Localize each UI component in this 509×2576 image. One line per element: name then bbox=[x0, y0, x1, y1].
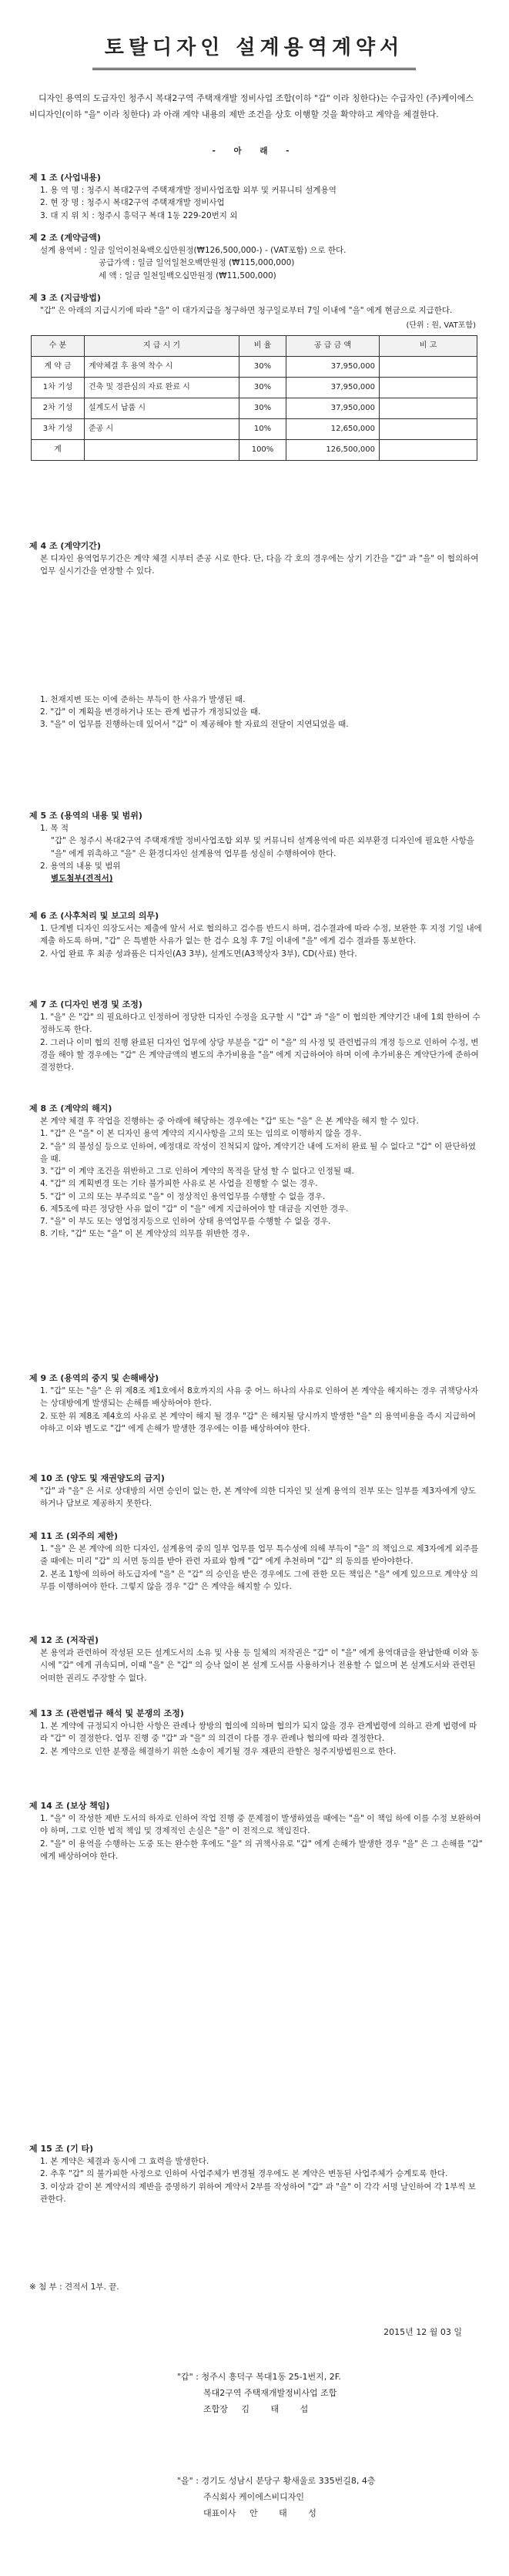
table-cell: 30% bbox=[239, 356, 286, 377]
article-6-line: 2. 사업 완료 후 최종 성과품은 디자인(A3 3부), 설계도면(A3책상자 3부), CD(사료) 한다. bbox=[40, 949, 357, 959]
article-1-heading: 제 1 조 (사업내용) bbox=[29, 173, 101, 183]
article-14-line: 2. "을" 이 용역을 수행하는 도중 또는 완수한 후에도 "을" 의 귀책사유로 "갑" 에게 손해가 발생한 경우 "을" 은 그 손해를 "갑" 에게 배상하여야 한다. bbox=[40, 1839, 483, 1861]
table-header: 공 급 금 액 bbox=[286, 335, 380, 356]
article-4-item: 1. 천재지변 또는 이에 준하는 부득이 한 사유가 발생된 때. bbox=[40, 694, 246, 704]
article-8 bbox=[29, 1102, 484, 1241]
party-b-address: 경기도 성남시 분당구 황새울로 335번길8, 4층 bbox=[201, 2476, 376, 2486]
table-cell: 37,950,000 bbox=[286, 356, 380, 377]
article-14-line: 1. "을" 이 작성한 제반 도서의 하자로 인하여 작업 진행 중 문제점이 발생하였을 때에는 "을" 이 책임 하에 이를 수정 보완하여야 하며, 그로 인한 법적 책임 및 경제적인 손실은 "을" 이 전적으로 책임진다. bbox=[40, 1814, 481, 1836]
table-cell: 계 bbox=[32, 439, 85, 460]
table-row bbox=[32, 398, 477, 418]
article-10 bbox=[29, 1472, 484, 1510]
article-9-heading: 제 9 조 (용역의 중지 및 손해배상) bbox=[29, 1373, 159, 1383]
article-5-line: "갑" 은 청주시 복대2구역 주택재개발 정비사업조합 외부 및 커뮤니티 설계용역에 따른 외부환경 디자인에 필요한 사항을 "을" 에게 위촉하고 "을" 은 환경디자인 설계용역 업무를 성실히 수행하여야 한다. bbox=[51, 836, 474, 858]
party-a-role: "갑" bbox=[177, 2372, 193, 2382]
party-a-block: "갑" : 청주시 흥덕구 복대1동 25-1번지, 2F. 복대2구역 주택재개발정비사업 조합 조합장 김 태 섭 bbox=[177, 2369, 501, 2418]
table-cell: 건축 및 경관심의 자료 완료 시 bbox=[85, 377, 239, 398]
table-header: 비 율 bbox=[239, 335, 286, 356]
section-divider-label: - 아 래 - bbox=[212, 146, 297, 156]
article-8-item: 3. "갑" 이 계약 조건을 위반하고 그로 인하여 계약의 목적을 달성 할 수 없다고 인정될 때. bbox=[40, 1167, 354, 1177]
article-4-text: 본 디자인 용역업무기간은 계약 체결 시부터 준공 시로 한다. 단, 다음 각 호의 경우에는 상기 기간을 "갑" 과 "을" 이 협의하여 업무 실시기간을 연장할 수 있다. bbox=[40, 554, 479, 576]
article-9-line: 2. 또한 위 제8조 제4호의 사유로 본 계약이 해지 될 경우 "갑" 은 해지될 당시까지 발생한 "을" 의 용역비용을 즉시 지급하여야하고 이와 별도로 "갑" 에게 손해가 발생한 경우에는 이를 배상하여야 한다. bbox=[40, 1411, 476, 1433]
contract-date: 2015년 12 월 03 일 bbox=[383, 2327, 462, 2337]
table-cell: 2차 기성 bbox=[32, 398, 85, 418]
table-header: 지 급 시 기 bbox=[85, 335, 239, 356]
article-4-item: 3. "을" 이 업무를 진행하는데 있어서 "갑" 이 제공해야 할 자료의 전달이 지연되었을 때. bbox=[40, 720, 349, 730]
article-13-line: 1. 본 계약에 규정되지 아니한 사항은 관례나 쌍방의 협의에 의하며 협의가 되지 않을 경우 관계법령에 의하고 관계 법령에 따라 "갑" 이 결정한다. 업무 진행 중 "갑" 과 "을" 의 의견이 다를 경우 관례나 협의에 따라 결정한다. bbox=[40, 1721, 477, 1744]
table-cell bbox=[380, 418, 477, 439]
table-cell: 3차 기성 bbox=[32, 418, 85, 439]
article-3-text: "갑" 은 아래의 지급시기에 따라 "을" 이 대가지급을 청구하면 청구일로부터 7일 이내에 "을" 에게 현금으로 지급한다. bbox=[40, 306, 453, 316]
article-15-line: 1. 본 계약은 체결과 동시에 그 효력을 발생한다. bbox=[40, 2157, 209, 2167]
table-header: 수 분 bbox=[32, 335, 85, 356]
table-cell: 설계도서 납품 시 bbox=[85, 398, 239, 418]
party-b-block: "을" : 경기도 성남시 분당구 황새울로 335번길8, 4층 주식회사 케이에스비디자인 대표이사 안 태 성 bbox=[177, 2474, 501, 2522]
article-2-line: 세 액 : 일금 일천일백오십만원정 (₩11,500,000) bbox=[99, 270, 276, 280]
article-1-line: 1. 용 역 명 : 청주시 복대2구역 주택재개발 정비사업조합 외부 및 커뮤니티 설계용역 bbox=[40, 186, 337, 196]
article-6-line: 1. 단계별 디자인 의장도서는 제출에 앞서 서로 협의하고 검수를 반드시 하며, 검수결과에 따라 수정, 보완한 후 지정 기일 내에 제출 하도록 하며, "갑" 은 특별한 사유가 없는 한 검수 요청 후 7일 이내에 "을" 에게 검수 결과를 통보한다. bbox=[40, 924, 482, 946]
party-b-rep-title: 대표이사 bbox=[203, 2507, 236, 2518]
contract-intro: 디자인 용역의 도급자인 청주시 복대2구역 주택재개발 정비사업 조합(이하 "갑" 이라 칭한다)는 수급자인 (주)케이에스비디자인(이하 "을" 이라 칭한다) 과 아래 계약 내용의 제반 조건을 상호 이행할 것을 확약하고 계약을 체결한다. bbox=[29, 93, 474, 119]
article-1-line: 2. 현 장 명 : 청주시 복대2구역 주택재개발 정비사업 bbox=[40, 198, 225, 208]
article-12-heading: 제 12 조 (저작권) bbox=[29, 1635, 99, 1645]
article-8-heading: 제 8 조 (계약의 해지) bbox=[29, 1103, 112, 1113]
article-5 bbox=[29, 809, 484, 885]
article-1-line: 3. 대 지 위 치 : 청주시 흥덕구 복대 1동 229-20번지 외 bbox=[40, 210, 238, 220]
article-8-text: 본 계약 체결 후 작업을 진행하는 중 아래에 해당하는 경우에는 "갑" 또는 "을" 은 본 계약을 해지 할 수 있다. bbox=[40, 1117, 419, 1127]
article-13 bbox=[29, 1707, 484, 1758]
payment-table bbox=[31, 335, 477, 461]
article-14-heading: 제 14 조 (보상 책임) bbox=[29, 1801, 110, 1811]
article-15-line: 2. 추후 "갑" 의 불가피한 사정으로 인하여 사업주체가 변경될 경우에도 본 계약은 변동된 사업주체가 승계토록 한다. bbox=[40, 2169, 448, 2179]
article-6-heading: 제 6 조 (사후처리 및 보고의 의무) bbox=[29, 911, 159, 921]
article-3-heading: 제 3 조 (지급방법) bbox=[29, 293, 101, 303]
article-8-item: 8. 기타, "갑" 또는 "을" 이 본 계약상의 의무를 위반한 경우. bbox=[40, 1229, 250, 1239]
article-2-line: 설계 용역비 : 일금 일억이천육백오십만원정(₩126,500,000-) - (VAT포함) 으로 한다. bbox=[40, 246, 347, 256]
article-8-item: 5. "갑" 이 고의 또는 부주의로 "을" 이 정상적인 용역업무를 수행할 수 없을 경우. bbox=[40, 1191, 326, 1201]
party-b-org: 주식회사 케이에스비디자인 bbox=[203, 2491, 305, 2502]
article-8-item: 4. "갑" 의 계획변경 또는 기타 불가피한 사유로 본 사업을 진행할 수 없는 경우. bbox=[40, 1179, 318, 1189]
article-6 bbox=[29, 909, 484, 960]
table-cell: 준공 시 bbox=[85, 418, 239, 439]
party-b-name: 안 태 성 bbox=[249, 2507, 326, 2518]
article-11-line: 1. "을" 은 본 계약에 의한 디자인, 설계용역 중의 일부 업무를 업무 특수성에 의해 부득이 "을" 의 책임으로 제3자에게 외주를 줄 때에는 미리 "갑" 의 서면 동의를 받아 관련 자료와 함께 "갑" 에게 추천하며 "갑" 의 동의를 받아야한다. bbox=[40, 1544, 479, 1567]
article-7 bbox=[29, 998, 484, 1073]
article-4-heading: 제 4 조 (계약기간) bbox=[29, 541, 101, 551]
article-1 bbox=[29, 171, 484, 222]
table-cell bbox=[380, 439, 477, 460]
article-11-line: 2. 본조 1항에 의하여 하도급자에 "을" 은 "갑" 의 승인을 받은 경우에도 그에 관한 모든 책임은 "을" 에게 있으므로 계약상 의무를 이행하여야 한다. 그렇지 않을 경우 "갑" 은 계약을 해지할 수 있다. bbox=[40, 1569, 478, 1591]
article-2-heading: 제 2 조 (계약금액) bbox=[29, 233, 101, 243]
article-8-item: 1. "갑" 은 "을" 이 본 디자인 용역 계약의 지시사항을 고의 또는 임의로 이행하지 않을 경우. bbox=[40, 1129, 362, 1139]
article-14 bbox=[29, 1799, 484, 1862]
party-a-org: 복대2구역 주택재개발정비사업 조합 bbox=[203, 2387, 337, 2398]
article-12 bbox=[29, 1634, 484, 1684]
table-total-row bbox=[32, 439, 477, 460]
article-11 bbox=[29, 1530, 484, 1593]
article-7-line: 2. 그러나 이미 협의 진행 완료된 디자인 업무에 상당 부분을 "갑" 이 "을" 의 사정 및 관련법규의 개정 등으로 인하여 수정, 변경을 해야 할 경우에는 "갑" 은 계약금액의 별도의 추가비용을 "을" 에게 지급하여야 하며 이에 추가비용은 계약단가에 준하여 결정한다. bbox=[40, 1037, 479, 1073]
article-2-line: 공급가액 : 일금 일억일천오백만원정 (₩115,000,000) bbox=[99, 258, 295, 268]
contract-title: 토탈디자인 설계용역계약서 bbox=[92, 32, 416, 70]
table-row bbox=[32, 418, 477, 439]
article-15-heading: 제 15 조 (기 타) bbox=[29, 2144, 94, 2154]
article-9 bbox=[29, 1372, 484, 1435]
article-15 bbox=[29, 2142, 484, 2205]
article-10-text: "갑" 과 "을" 은 서로 상대방의 서면 승인이 없는 한, 본 계약에 의한 디자인 및 설계 용역의 전부 또는 일부를 제3자에게 양도하거나 담보로 제공하지 못한다. bbox=[40, 1486, 477, 1509]
article-8-item: 6. 제5조에 따른 정당한 사유 없이 "갑" 이 "을" 에게 지급하여야 할 대금을 지연한 경우. bbox=[40, 1204, 349, 1214]
table-cell: 37,950,000 bbox=[286, 377, 380, 398]
table-header-row bbox=[32, 335, 477, 356]
party-a-address: 청주시 흥덕구 복대1동 25-1번지, 2F. bbox=[201, 2372, 341, 2382]
table-header: 비 고 bbox=[380, 335, 477, 356]
table-cell: 계약체결 후 용역 착수 시 bbox=[85, 356, 239, 377]
article-8-item: 2. "을" 의 불성실 등으로 인하여, 예정대로 작성이 진척되지 않아, 계약기간 내에 도저히 완료 될 수 없다고 "갑" 이 판단하였을 때. bbox=[40, 1141, 477, 1164]
article-13-heading: 제 13 조 (관련법규 해석 및 분쟁의 조정) bbox=[29, 1708, 184, 1718]
article-4 bbox=[29, 539, 484, 730]
table-row bbox=[32, 356, 477, 377]
party-a-name: 김 태 섭 bbox=[241, 2403, 318, 2414]
party-a-rep-title: 조합장 bbox=[203, 2403, 228, 2414]
article-5-line: 1. 목 적 bbox=[40, 824, 69, 834]
article-9-line: 1. "갑" 또는 "을" 은 위 제8조 제1호에서 8호까지의 사유 중 어느 하나의 사유로 인하여 본 계약을 해지하는 경우 귀책당사자는 상대방에게 발생되는 손해를 배상하여야 한다. bbox=[40, 1386, 479, 1409]
article-15-line: 3. 이상과 같이 본 계약서의 제반을 증명하기 위하여 계약서 2부를 작성하여 "갑" 과 "을" 이 각각 서명 날인하여 각 1부씩 보관한다. bbox=[40, 2181, 476, 2204]
article-4-item: 2. "갑" 이 계획을 변경하거나 또는 관계 법규가 개정되었을 때. bbox=[40, 707, 261, 717]
article-5-heading: 제 5 조 (용역의 내용 및 범위) bbox=[29, 811, 142, 821]
table-cell: 126,500,000 bbox=[286, 439, 380, 460]
table-cell: 100% bbox=[239, 439, 286, 460]
table-cell bbox=[380, 356, 477, 377]
article-8-item: 7. "을" 이 부도 또는 영업정지등으로 인하여 상태 용역업무를 수행할 수 없을 경우. bbox=[40, 1217, 331, 1227]
table-cell: 계 약 금 bbox=[32, 356, 85, 377]
table-cell: 30% bbox=[239, 398, 286, 418]
table-cell bbox=[380, 377, 477, 398]
article-11-heading: 제 11 조 (외주의 제한) bbox=[29, 1531, 119, 1541]
party-b-role: "을" bbox=[177, 2476, 193, 2486]
table-cell bbox=[380, 398, 477, 418]
table-cell bbox=[85, 439, 239, 460]
article-13-line: 2. 본 계약으로 인한 분쟁을 해결하기 위한 소송이 제기될 경우 재판의 관할은 청주지방법원으로 한다. bbox=[40, 1746, 397, 1756]
article-7-heading: 제 7 조 (디자인 변경 및 조정) bbox=[29, 999, 142, 1009]
article-12-text: 본 용역과 관련하여 작성된 모든 설계도서의 소유 및 사용 등 일체의 저작권은 "갑" 이 "을" 에게 용역대금을 완납한때 이와 동시에 "갑" 에게 귀속되며, 이때 "을" 은 "갑" 의 승낙 없이 본 설계 도서를 사용하거나 전용할 수 없으며 본 설계도서와 관련된 어떠한 권리도 주장할 수 없다. bbox=[40, 1648, 479, 1683]
table-unit-note: (단위 : 원, VAT포함) bbox=[406, 321, 476, 331]
attachment-note: ※ 첨 부 : 견적서 1부. 끝. bbox=[29, 2282, 119, 2292]
article-2 bbox=[29, 231, 484, 282]
table-cell: 12,650,000 bbox=[286, 418, 380, 439]
article-5-line: 2. 용역의 내용 및 범위 bbox=[40, 861, 121, 871]
table-cell: 10% bbox=[239, 418, 286, 439]
table-row bbox=[32, 377, 477, 398]
article-5-attachment-note: 별도첨부(견적서) bbox=[51, 874, 113, 884]
article-10-heading: 제 10 조 (양도 및 재권양도의 금지) bbox=[29, 1473, 165, 1483]
table-cell: 30% bbox=[239, 377, 286, 398]
article-7-line: 1. "을" 은 "갑" 의 필요하다고 인정하여 정당한 디자인 수정을 요구할 시 "갑" 과 "을" 이 협의한 계약기간 내에 1회 한하여 수정하도록 한다. bbox=[40, 1013, 481, 1035]
table-cell: 1차 기성 bbox=[32, 377, 85, 398]
article-3 bbox=[29, 291, 484, 461]
table-cell: 37,950,000 bbox=[286, 398, 380, 418]
